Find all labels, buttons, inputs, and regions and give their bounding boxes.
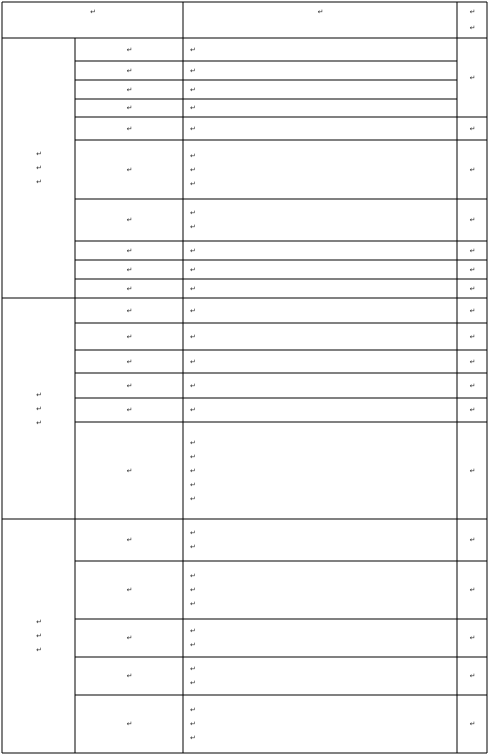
- paragraph-mark-icon: ↵: [126, 46, 133, 54]
- session-day: [75, 355, 183, 369]
- paragraph-mark-icon: ↵: [126, 266, 133, 274]
- session-content: [189, 464, 196, 478]
- paragraph-mark-icon: ↵: [190, 152, 196, 160]
- session-day: [75, 43, 183, 57]
- paragraph-mark-icon: ↵: [190, 641, 196, 649]
- session-content: [189, 492, 196, 506]
- paragraph-mark-icon: ↵: [126, 104, 133, 112]
- paragraph-mark-icon: ↵: [190, 720, 196, 728]
- session-content: [189, 638, 196, 652]
- paragraph-mark-icon: ↵: [190, 600, 196, 608]
- session-content: [189, 526, 196, 540]
- paragraph-mark-icon: ↵: [126, 125, 133, 133]
- week-label: [2, 161, 75, 175]
- paragraph-mark-icon: ↵: [469, 382, 476, 390]
- session-content: [189, 478, 196, 492]
- paragraph-mark-icon: ↵: [190, 665, 196, 673]
- session-day: [75, 717, 183, 731]
- paragraph-mark-icon: ↵: [36, 164, 42, 172]
- paragraph-mark-icon: ↵: [469, 467, 476, 475]
- paragraph-mark-icon: ↵: [469, 634, 476, 642]
- paragraph-mark-icon: ↵: [190, 706, 196, 714]
- paragraph-mark-icon: ↵: [190, 382, 196, 390]
- session-day: [75, 669, 183, 683]
- session-content: [189, 676, 196, 690]
- paragraph-mark-icon: ↵: [126, 586, 133, 594]
- paragraph-mark-icon: ↵: [190, 586, 196, 594]
- session-day: [75, 101, 183, 115]
- session-day: [75, 263, 183, 277]
- session-day: [75, 631, 183, 645]
- paragraph-mark-icon: ↵: [126, 720, 133, 728]
- paragraph-mark-icon: ↵: [190, 734, 196, 742]
- paragraph-mark-icon: ↵: [190, 358, 196, 366]
- session-content: [189, 177, 196, 191]
- session-hours: [457, 403, 487, 417]
- paragraph-mark-icon: ↵: [190, 46, 196, 54]
- paragraph-mark-icon: ↵: [469, 216, 476, 224]
- session-content: [189, 282, 196, 296]
- paragraph-mark-icon: ↵: [126, 634, 133, 642]
- week-label: [2, 615, 75, 629]
- paragraph-mark-icon: ↵: [469, 406, 476, 414]
- paragraph-mark-icon: ↵: [469, 166, 476, 174]
- session-content: [189, 703, 196, 717]
- paragraph-mark-icon: ↵: [469, 266, 476, 274]
- session-content: [189, 624, 196, 638]
- session-hours: [457, 631, 487, 645]
- paragraph-mark-icon: ↵: [190, 86, 196, 94]
- paragraph-mark-icon: ↵: [469, 8, 476, 16]
- paragraph-mark-icon: ↵: [190, 406, 196, 414]
- paragraph-mark-icon: ↵: [126, 216, 133, 224]
- session-hours: [457, 122, 487, 136]
- paragraph-mark-icon: ↵: [190, 104, 196, 112]
- session-hours: [457, 244, 487, 258]
- paragraph-mark-icon: ↵: [190, 467, 196, 475]
- week-label: [2, 402, 75, 416]
- session-day: [75, 379, 183, 393]
- paragraph-mark-icon: ↵: [36, 618, 42, 626]
- session-content: [189, 717, 196, 731]
- paragraph-mark-icon: ↵: [126, 406, 133, 414]
- paragraph-mark-icon: ↵: [190, 543, 196, 551]
- paragraph-mark-icon: ↵: [190, 495, 196, 503]
- session-content: [189, 540, 196, 554]
- paragraph-mark-icon: ↵: [126, 358, 133, 366]
- session-content: [189, 569, 196, 583]
- paragraph-mark-icon: ↵: [190, 209, 196, 217]
- session-content: [189, 206, 196, 220]
- paragraph-mark-icon: ↵: [126, 382, 133, 390]
- session-content: [189, 450, 196, 464]
- paragraph-mark-icon: ↵: [36, 646, 42, 654]
- paragraph-mark-icon: ↵: [469, 24, 476, 32]
- paragraph-mark-icon: ↵: [126, 166, 133, 174]
- session-hours: [457, 330, 487, 344]
- session-hours: [457, 583, 487, 597]
- session-content: [189, 163, 196, 177]
- session-content: [189, 43, 196, 57]
- session-hours: [457, 355, 487, 369]
- paragraph-mark-icon: ↵: [469, 333, 476, 341]
- session-hours: [457, 263, 487, 277]
- paragraph-mark-icon: ↵: [36, 419, 42, 427]
- session-content: [189, 101, 196, 115]
- paragraph-mark-icon: ↵: [190, 679, 196, 687]
- session-day: [75, 533, 183, 547]
- session-day: [75, 122, 183, 136]
- paragraph-mark-icon: ↵: [190, 247, 196, 255]
- paragraph-mark-icon: ↵: [36, 405, 42, 413]
- paragraph-mark-icon: ↵: [36, 632, 42, 640]
- paragraph-mark-icon: ↵: [469, 307, 476, 315]
- session-hours: [457, 717, 487, 731]
- session-day: [75, 403, 183, 417]
- paragraph-mark-icon: ↵: [190, 180, 196, 188]
- paragraph-mark-icon: ↵: [126, 86, 133, 94]
- session-content: [189, 330, 196, 344]
- week-label: [2, 388, 75, 402]
- paragraph-mark-icon: ↵: [190, 481, 196, 489]
- session-content: [189, 662, 196, 676]
- paragraph-mark-icon: ↵: [469, 358, 476, 366]
- session-hours: [457, 213, 487, 227]
- session-content: [189, 731, 196, 745]
- paragraph-mark-icon: ↵: [190, 627, 196, 635]
- session-day: [75, 330, 183, 344]
- session-content: [189, 403, 196, 417]
- paragraph-mark-icon: ↵: [190, 223, 196, 231]
- paragraph-mark-icon: ↵: [469, 247, 476, 255]
- paragraph-mark-icon: ↵: [126, 247, 133, 255]
- session-content: [189, 597, 196, 611]
- paragraph-mark-icon: ↵: [469, 285, 476, 293]
- session-day: [75, 282, 183, 296]
- paragraph-mark-icon: ↵: [190, 125, 196, 133]
- session-day: [75, 163, 183, 177]
- session-content: [189, 304, 196, 318]
- session-hours: [457, 163, 487, 177]
- paragraph-mark-icon: ↵: [190, 266, 196, 274]
- paragraph-mark-icon: ↵: [126, 333, 133, 341]
- session-day: [75, 304, 183, 318]
- session-hours: [457, 533, 487, 547]
- paragraph-mark-icon: ↵: [190, 67, 196, 75]
- paragraph-mark-icon: ↵: [126, 307, 133, 315]
- session-day: [75, 83, 183, 97]
- paragraph-mark-icon: ↵: [190, 307, 196, 315]
- paragraph-mark-icon: ↵: [126, 536, 133, 544]
- session-hours: [457, 282, 487, 296]
- session-day: [75, 213, 183, 227]
- session-content: [189, 64, 196, 78]
- session-hours: [457, 464, 487, 478]
- week-label: [2, 416, 75, 430]
- week-label: [2, 643, 75, 657]
- paragraph-mark-icon: ↵: [90, 8, 96, 16]
- paragraph-mark-icon: ↵: [126, 67, 133, 75]
- session-day: [75, 464, 183, 478]
- paragraph-mark-icon: ↵: [469, 125, 476, 133]
- paragraph-mark-icon: ↵: [36, 150, 42, 158]
- session-hours: [457, 304, 487, 318]
- paragraph-mark-icon: ↵: [126, 285, 133, 293]
- paragraph-mark-icon: ↵: [469, 672, 476, 680]
- header-hours: [457, 21, 487, 35]
- paragraph-mark-icon: ↵: [36, 391, 42, 399]
- paragraph-mark-icon: ↵: [190, 572, 196, 580]
- paragraph-mark-icon: ↵: [126, 467, 133, 475]
- paragraph-mark-icon: ↵: [190, 166, 196, 174]
- paragraph-mark-icon: ↵: [190, 285, 196, 293]
- session-day: [75, 583, 183, 597]
- session-content: [189, 263, 196, 277]
- session-hours: [457, 669, 487, 683]
- paragraph-mark-icon: ↵: [469, 720, 476, 728]
- session-content: [189, 83, 196, 97]
- paragraph-mark-icon: ↵: [190, 333, 196, 341]
- paragraph-mark-icon: ↵: [126, 672, 133, 680]
- paragraph-mark-icon: ↵: [190, 529, 196, 537]
- session-content: [189, 436, 196, 450]
- session-content: [189, 220, 196, 234]
- header-schedule: [2, 5, 183, 19]
- paragraph-mark-icon: ↵: [469, 74, 476, 82]
- session-hours: [457, 379, 487, 393]
- header-content: [183, 5, 457, 19]
- session-content: [189, 122, 196, 136]
- paragraph-mark-icon: ↵: [190, 453, 196, 461]
- session-content: [189, 355, 196, 369]
- session-day: [75, 244, 183, 258]
- session-content: [189, 149, 196, 163]
- session-content: [189, 583, 196, 597]
- header-hours: [457, 5, 487, 19]
- session-content: [189, 379, 196, 393]
- paragraph-mark-icon: ↵: [469, 586, 476, 594]
- session-content: [189, 244, 196, 258]
- session-hours: [457, 71, 487, 85]
- paragraph-mark-icon: ↵: [469, 536, 476, 544]
- paragraph-mark-icon: ↵: [36, 178, 42, 186]
- week-label: [2, 629, 75, 643]
- paragraph-mark-icon: ↵: [317, 8, 324, 16]
- paragraph-mark-icon: ↵: [190, 439, 196, 447]
- session-day: [75, 64, 183, 78]
- week-label: [2, 147, 75, 161]
- week-label: [2, 175, 75, 189]
